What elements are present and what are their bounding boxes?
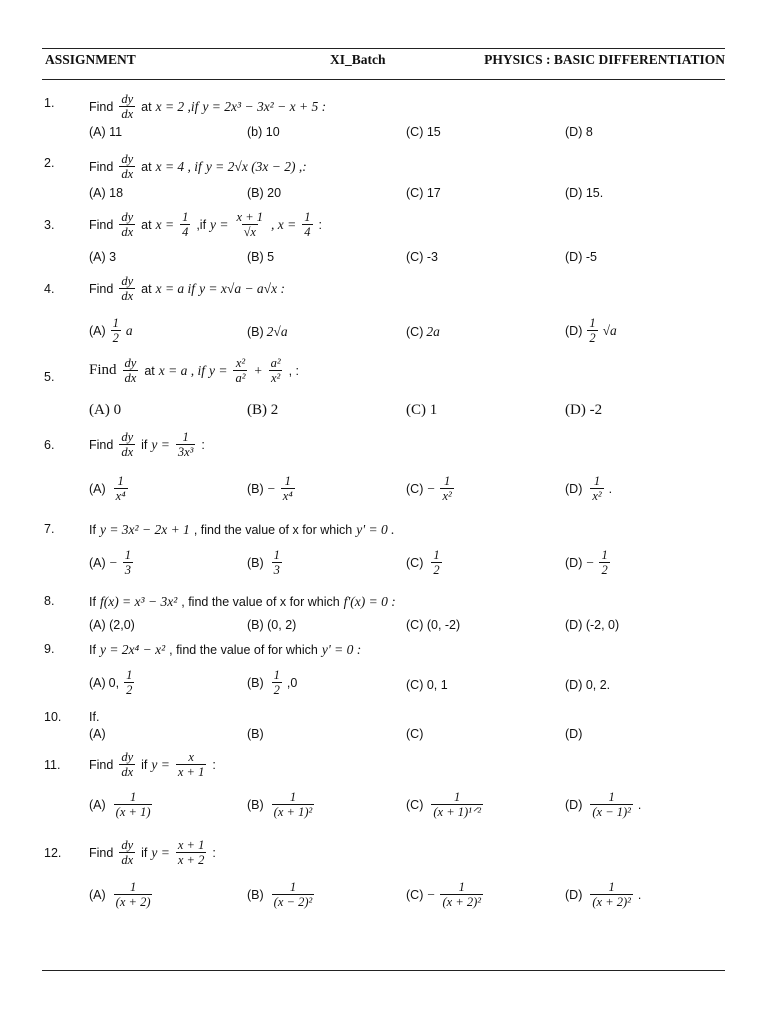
option-b[interactable]: (B) 5 <box>247 250 275 264</box>
question-number: 9. <box>44 642 55 656</box>
dydx-fraction: $\frac{dy}{dx}$ <box>121 92 134 122</box>
question-text: If f(x) = x³ − 3x² , find the value of x for which f'(x) = 0 : <box>89 594 396 609</box>
option-c[interactable]: (C) 0, 1 <box>406 678 448 692</box>
option-c[interactable]: (C) (0, -2) <box>406 618 461 632</box>
header-center: XI_Batch <box>330 52 386 67</box>
option-b[interactable]: (B) <box>247 727 264 741</box>
question-text: Find $\frac{dy}{dx}$ at x = a if y = x√a − a√x : <box>89 274 285 304</box>
option-b[interactable]: (B) $\frac{1}{\text{(x − 2)²}}$ <box>247 880 313 910</box>
option-d[interactable]: (D) -5 <box>565 250 597 264</box>
option-a[interactable]: (A) 3 <box>89 250 117 264</box>
dydx-fraction: $\frac{dy}{dx}$ <box>124 356 137 386</box>
option-c[interactable]: (C) -3 <box>406 250 438 264</box>
option-d[interactable]: (D) <box>565 727 583 741</box>
option-d[interactable]: (D) -2 <box>565 402 603 418</box>
option-b[interactable]: (B) 20 <box>247 186 282 200</box>
option-a[interactable]: (A) 0, $\frac{1}{2}$ <box>89 668 133 698</box>
question-number: 5. <box>44 370 55 384</box>
question-number: 4. <box>44 282 55 296</box>
question-number: 2. <box>44 156 55 170</box>
option-b[interactable]: (B) $\frac{1}{\text{(x + 1)²}}$ <box>247 790 313 820</box>
dydx-fraction: $\frac{dy}{dx}$ <box>121 838 134 868</box>
option-d[interactable]: (D) $\frac{1}{\text{(x − 1)²}}$ . <box>565 790 642 820</box>
option-b[interactable]: (B) $\frac{1}{3}$ <box>247 548 280 578</box>
question-text: Find $\frac{dy}{dx}$ at x = $\frac{1}{4}$ ,if y = $\frac{x + 1}{√x}$ , x = $\frac{1}{4}$ : <box>89 210 322 240</box>
option-a[interactable]: (A) 18 <box>89 186 124 200</box>
question-text: If y = 2x⁴ − x² , find the value of for which y' = 0 : <box>89 642 362 657</box>
header-rule <box>42 79 725 80</box>
question-text: If. <box>89 710 100 724</box>
option-a[interactable]: (A) $\frac{1}{2}$ a <box>89 316 133 346</box>
question-number: 10. <box>44 710 62 724</box>
option-d[interactable]: (D) 15. <box>565 186 604 200</box>
option-b[interactable]: (B) 2 <box>247 402 279 418</box>
question-text: If y = 3x² − 2x + 1 , find the value of x for which y' = 0 . <box>89 522 395 537</box>
question-number: 1. <box>44 96 55 110</box>
question-text: Find $\frac{dy}{dx}$ at x = a , if y = $\frac{\text{x²}}{\text{a²}}$ + $\frac{\text{a²}}{\text{x²}}$ , : <box>89 356 300 386</box>
top-rule <box>42 48 725 49</box>
option-a[interactable]: (A) $\frac{1}{\text{x⁴}}$ <box>89 474 126 504</box>
page-header <box>42 52 725 72</box>
option-d[interactable]: (D) $\frac{1}{\text{(x + 2)²}}$ . <box>565 880 642 910</box>
option-d[interactable]: (D) − $\frac{1}{2}$ <box>565 548 608 578</box>
option-a[interactable]: (A) 11 <box>89 125 123 139</box>
option-c[interactable]: (C) 15 <box>406 125 441 139</box>
question-number: 11. <box>44 758 61 772</box>
option-d[interactable]: (D) 0, 2. <box>565 678 611 692</box>
question-number: 6. <box>44 438 55 452</box>
header-left: ASSIGNMENT <box>45 52 136 67</box>
option-c[interactable]: (C) − $\frac{1}{\text{x²}}$ <box>406 474 452 504</box>
dydx-fraction: $\frac{dy}{dx}$ <box>121 274 134 304</box>
question-text: Find $\frac{dy}{dx}$ if y = $\frac{x + 1}{x + 2}$ : <box>89 838 216 868</box>
header-right: PHYSICS : BASIC DIFFERENTIATION <box>484 52 725 67</box>
dydx-fraction: $\frac{dy}{dx}$ <box>121 210 134 240</box>
bottom-rule <box>42 970 725 971</box>
question-text: Find $\frac{dy}{dx}$ if y = $\frac{x}{x + 1}$ : <box>89 750 216 780</box>
option-c[interactable]: (C) 1 <box>406 402 438 418</box>
question-text: Find $\frac{dy}{dx}$ if y = $\frac{1}{\text{3x³}}$ : <box>89 430 205 460</box>
option-a[interactable]: (A) 0 <box>89 402 122 418</box>
option-d[interactable]: (D) $\frac{1}{\text{x²}}$ . <box>565 474 613 504</box>
option-a[interactable]: (A) − $\frac{1}{3}$ <box>89 548 132 578</box>
option-b[interactable]: (b) 10 <box>247 125 280 139</box>
option-b[interactable]: (B) (0, 2) <box>247 618 297 632</box>
dydx-fraction: $\frac{dy}{dx}$ <box>121 152 134 182</box>
option-c[interactable]: (C) $\frac{1}{2}$ <box>406 548 440 578</box>
option-c[interactable]: (C) $\frac{1}{\text{(x + 1)¹ᐟ²}}$ <box>406 790 481 820</box>
dydx-fraction: $\frac{dy}{dx}$ <box>121 430 134 460</box>
option-a[interactable]: (A) (2,0) <box>89 618 135 632</box>
question-number: 7. <box>44 522 55 536</box>
option-c[interactable]: (C) 2a <box>406 324 440 339</box>
question-number: 8. <box>44 594 55 608</box>
question-text: Find $\frac{dy}{dx}$ at x = 2 ,if y = 2x³ − 3x² − x + 5 : <box>89 92 327 122</box>
option-b[interactable]: (B) 2√a <box>247 324 288 339</box>
option-c[interactable]: (C) 17 <box>406 186 441 200</box>
question-text: Find $\frac{dy}{dx}$ at x = 4 , if y = 2√x (3x − 2) ,: <box>89 152 307 182</box>
option-d[interactable]: (D) $\frac{1}{2}$ √a <box>565 316 617 346</box>
option-c[interactable]: (C) − $\frac{1}{\text{(x + 2)²}}$ <box>406 880 482 910</box>
dydx-fraction: $\frac{dy}{dx}$ <box>121 750 134 780</box>
option-b[interactable]: (B) − $\frac{1}{\text{x⁴}}$ <box>247 474 293 504</box>
option-a[interactable]: (A) $\frac{1}{(x + 2)}$ <box>89 880 151 910</box>
question-number: 3. <box>44 218 55 232</box>
option-d[interactable]: (D) (-2, 0) <box>565 618 620 632</box>
option-b[interactable]: (B) $\frac{1}{2}$ ,0 <box>247 668 298 698</box>
option-a[interactable]: (A) $\frac{1}{(x + 1)}$ <box>89 790 151 820</box>
option-d[interactable]: (D) 8 <box>565 125 593 139</box>
option-c[interactable]: (C) <box>406 727 424 741</box>
question-number: 12. <box>44 846 62 860</box>
option-a[interactable]: (A) <box>89 727 106 741</box>
